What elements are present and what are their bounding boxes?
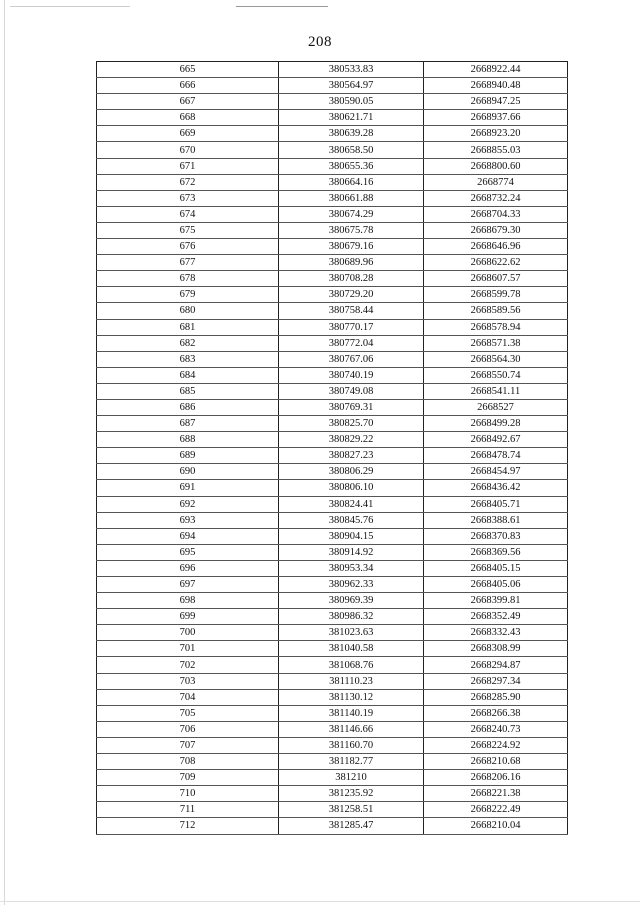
cell-x-coordinate: 380953.34 bbox=[279, 560, 424, 576]
scan-bottom-edge bbox=[0, 901, 640, 902]
cell-point-number: 702 bbox=[97, 657, 279, 673]
cell-y-coordinate: 2668732.24 bbox=[424, 190, 568, 206]
cell-point-number: 673 bbox=[97, 190, 279, 206]
table-row bbox=[97, 319, 568, 335]
cell-y-coordinate: 2668405.06 bbox=[424, 577, 568, 593]
cell-y-coordinate: 2668478.74 bbox=[424, 448, 568, 464]
cell-y-coordinate: 2668679.30 bbox=[424, 222, 568, 238]
cell-y-coordinate: 2668947.25 bbox=[424, 94, 568, 110]
scan-top-mark bbox=[10, 6, 130, 7]
cell-y-coordinate: 2668923.20 bbox=[424, 126, 568, 142]
cell-x-coordinate: 381040.58 bbox=[279, 641, 424, 657]
cell-x-coordinate: 381285.47 bbox=[279, 818, 424, 834]
cell-x-coordinate: 381235.92 bbox=[279, 786, 424, 802]
table-row bbox=[97, 416, 568, 432]
cell-x-coordinate: 380772.04 bbox=[279, 335, 424, 351]
cell-y-coordinate: 2668221.38 bbox=[424, 786, 568, 802]
cell-x-coordinate: 380590.05 bbox=[279, 94, 424, 110]
cell-x-coordinate: 380674.29 bbox=[279, 206, 424, 222]
cell-x-coordinate: 380675.78 bbox=[279, 222, 424, 238]
cell-point-number: 700 bbox=[97, 625, 279, 641]
cell-y-coordinate: 2668937.66 bbox=[424, 110, 568, 126]
cell-point-number: 698 bbox=[97, 593, 279, 609]
cell-x-coordinate: 380962.33 bbox=[279, 577, 424, 593]
cell-x-coordinate: 380914.92 bbox=[279, 544, 424, 560]
table-row bbox=[97, 206, 568, 222]
cell-x-coordinate: 380655.36 bbox=[279, 158, 424, 174]
cell-x-coordinate: 380827.23 bbox=[279, 448, 424, 464]
cell-x-coordinate: 380533.83 bbox=[279, 62, 424, 78]
cell-point-number: 695 bbox=[97, 544, 279, 560]
cell-y-coordinate: 2668210.68 bbox=[424, 754, 568, 770]
cell-y-coordinate: 2668224.92 bbox=[424, 737, 568, 753]
table-row bbox=[97, 432, 568, 448]
table-row bbox=[97, 94, 568, 110]
cell-y-coordinate: 2668240.73 bbox=[424, 721, 568, 737]
cell-point-number: 666 bbox=[97, 78, 279, 94]
cell-x-coordinate: 380689.96 bbox=[279, 255, 424, 271]
cell-point-number: 710 bbox=[97, 786, 279, 802]
cell-point-number: 711 bbox=[97, 802, 279, 818]
table-row bbox=[97, 818, 568, 834]
cell-point-number: 674 bbox=[97, 206, 279, 222]
cell-x-coordinate: 380658.50 bbox=[279, 142, 424, 158]
table-row bbox=[97, 110, 568, 126]
cell-point-number: 684 bbox=[97, 367, 279, 383]
cell-y-coordinate: 2668922.44 bbox=[424, 62, 568, 78]
table-row bbox=[97, 689, 568, 705]
cell-y-coordinate: 2668599.78 bbox=[424, 287, 568, 303]
cell-point-number: 709 bbox=[97, 770, 279, 786]
table-row bbox=[97, 399, 568, 415]
table-row bbox=[97, 62, 568, 78]
cell-y-coordinate: 2668564.30 bbox=[424, 351, 568, 367]
cell-x-coordinate: 381160.70 bbox=[279, 737, 424, 753]
cell-x-coordinate: 380767.06 bbox=[279, 351, 424, 367]
cell-point-number: 678 bbox=[97, 271, 279, 287]
cell-x-coordinate: 380904.15 bbox=[279, 528, 424, 544]
cell-y-coordinate: 2668405.71 bbox=[424, 496, 568, 512]
cell-x-coordinate: 381258.51 bbox=[279, 802, 424, 818]
cell-point-number: 669 bbox=[97, 126, 279, 142]
cell-point-number: 706 bbox=[97, 721, 279, 737]
cell-x-coordinate: 381182.77 bbox=[279, 754, 424, 770]
cell-point-number: 692 bbox=[97, 496, 279, 512]
cell-x-coordinate: 381110.23 bbox=[279, 673, 424, 689]
cell-y-coordinate: 2668206.16 bbox=[424, 770, 568, 786]
table-row bbox=[97, 126, 568, 142]
cell-y-coordinate: 2668578.94 bbox=[424, 319, 568, 335]
cell-y-coordinate: 2668405.15 bbox=[424, 560, 568, 576]
cell-y-coordinate: 2668704.33 bbox=[424, 206, 568, 222]
table-row bbox=[97, 754, 568, 770]
cell-point-number: 682 bbox=[97, 335, 279, 351]
table-row bbox=[97, 673, 568, 689]
cell-point-number: 667 bbox=[97, 94, 279, 110]
cell-point-number: 676 bbox=[97, 239, 279, 255]
cell-x-coordinate: 380621.71 bbox=[279, 110, 424, 126]
cell-y-coordinate: 2668222.49 bbox=[424, 802, 568, 818]
table-row bbox=[97, 351, 568, 367]
table-row bbox=[97, 560, 568, 576]
cell-x-coordinate: 381140.19 bbox=[279, 705, 424, 721]
cell-y-coordinate: 2668607.57 bbox=[424, 271, 568, 287]
table-row bbox=[97, 287, 568, 303]
cell-x-coordinate: 381146.66 bbox=[279, 721, 424, 737]
cell-y-coordinate: 2668308.99 bbox=[424, 641, 568, 657]
cell-point-number: 675 bbox=[97, 222, 279, 238]
cell-y-coordinate: 2668352.49 bbox=[424, 609, 568, 625]
table-row bbox=[97, 593, 568, 609]
cell-point-number: 687 bbox=[97, 416, 279, 432]
cell-x-coordinate: 380661.88 bbox=[279, 190, 424, 206]
cell-x-coordinate: 380824.41 bbox=[279, 496, 424, 512]
cell-x-coordinate: 380806.29 bbox=[279, 464, 424, 480]
table-row bbox=[97, 512, 568, 528]
cell-x-coordinate: 381068.76 bbox=[279, 657, 424, 673]
table-row bbox=[97, 737, 568, 753]
cell-x-coordinate: 380829.22 bbox=[279, 432, 424, 448]
table-row bbox=[97, 335, 568, 351]
cell-y-coordinate: 2668646.96 bbox=[424, 239, 568, 255]
cell-point-number: 697 bbox=[97, 577, 279, 593]
cell-point-number: 691 bbox=[97, 480, 279, 496]
cell-x-coordinate: 380825.70 bbox=[279, 416, 424, 432]
cell-x-coordinate: 380845.76 bbox=[279, 512, 424, 528]
cell-point-number: 704 bbox=[97, 689, 279, 705]
table-row bbox=[97, 544, 568, 560]
table-row bbox=[97, 367, 568, 383]
cell-point-number: 683 bbox=[97, 351, 279, 367]
table-row bbox=[97, 448, 568, 464]
cell-point-number: 681 bbox=[97, 319, 279, 335]
table-row bbox=[97, 255, 568, 271]
cell-y-coordinate: 2668541.11 bbox=[424, 383, 568, 399]
cell-y-coordinate: 2668297.34 bbox=[424, 673, 568, 689]
cell-x-coordinate: 380769.31 bbox=[279, 399, 424, 415]
cell-x-coordinate: 380564.97 bbox=[279, 78, 424, 94]
cell-x-coordinate: 380986.32 bbox=[279, 609, 424, 625]
cell-x-coordinate: 380679.16 bbox=[279, 239, 424, 255]
cell-point-number: 679 bbox=[97, 287, 279, 303]
cell-point-number: 668 bbox=[97, 110, 279, 126]
cell-y-coordinate: 2668294.87 bbox=[424, 657, 568, 673]
cell-x-coordinate: 380740.19 bbox=[279, 367, 424, 383]
table-row bbox=[97, 78, 568, 94]
cell-point-number: 712 bbox=[97, 818, 279, 834]
cell-y-coordinate: 2668855.03 bbox=[424, 142, 568, 158]
cell-x-coordinate: 380770.17 bbox=[279, 319, 424, 335]
cell-y-coordinate: 2668399.81 bbox=[424, 593, 568, 609]
cell-x-coordinate: 380729.20 bbox=[279, 287, 424, 303]
cell-point-number: 690 bbox=[97, 464, 279, 480]
cell-y-coordinate: 2668388.61 bbox=[424, 512, 568, 528]
table-row bbox=[97, 609, 568, 625]
cell-y-coordinate: 2668492.67 bbox=[424, 432, 568, 448]
page-number: 208 bbox=[308, 34, 332, 50]
cell-y-coordinate: 2668800.60 bbox=[424, 158, 568, 174]
cell-point-number: 689 bbox=[97, 448, 279, 464]
table-row bbox=[97, 239, 568, 255]
cell-y-coordinate: 2668369.56 bbox=[424, 544, 568, 560]
cell-y-coordinate: 2668210.04 bbox=[424, 818, 568, 834]
cell-point-number: 707 bbox=[97, 737, 279, 753]
cell-y-coordinate: 2668622.62 bbox=[424, 255, 568, 271]
table-row bbox=[97, 721, 568, 737]
cell-point-number: 696 bbox=[97, 560, 279, 576]
cell-x-coordinate: 380708.28 bbox=[279, 271, 424, 287]
cell-y-coordinate: 2668454.97 bbox=[424, 464, 568, 480]
cell-point-number: 699 bbox=[97, 609, 279, 625]
table-row bbox=[97, 222, 568, 238]
cell-point-number: 686 bbox=[97, 399, 279, 415]
cell-x-coordinate: 380806.10 bbox=[279, 480, 424, 496]
cell-point-number: 708 bbox=[97, 754, 279, 770]
table-row bbox=[97, 383, 568, 399]
cell-point-number: 677 bbox=[97, 255, 279, 271]
cell-x-coordinate: 380639.28 bbox=[279, 126, 424, 142]
scan-top-line bbox=[236, 6, 328, 7]
cell-x-coordinate: 380664.16 bbox=[279, 174, 424, 190]
table-row bbox=[97, 142, 568, 158]
table-row bbox=[97, 657, 568, 673]
cell-point-number: 672 bbox=[97, 174, 279, 190]
cell-x-coordinate: 381210 bbox=[279, 770, 424, 786]
table-row bbox=[97, 770, 568, 786]
cell-x-coordinate: 380749.08 bbox=[279, 383, 424, 399]
coordinate-table bbox=[96, 61, 568, 835]
cell-y-coordinate: 2668436.42 bbox=[424, 480, 568, 496]
cell-y-coordinate: 2668550.74 bbox=[424, 367, 568, 383]
cell-point-number: 705 bbox=[97, 705, 279, 721]
cell-point-number: 685 bbox=[97, 383, 279, 399]
cell-point-number: 703 bbox=[97, 673, 279, 689]
table-row bbox=[97, 641, 568, 657]
table-row bbox=[97, 464, 568, 480]
cell-x-coordinate: 380969.39 bbox=[279, 593, 424, 609]
cell-point-number: 680 bbox=[97, 303, 279, 319]
table-row bbox=[97, 625, 568, 641]
table-row bbox=[97, 496, 568, 512]
table-row bbox=[97, 271, 568, 287]
cell-point-number: 688 bbox=[97, 432, 279, 448]
table-row bbox=[97, 705, 568, 721]
table-row bbox=[97, 577, 568, 593]
cell-point-number: 665 bbox=[97, 62, 279, 78]
cell-point-number: 671 bbox=[97, 158, 279, 174]
cell-x-coordinate: 381023.63 bbox=[279, 625, 424, 641]
cell-y-coordinate: 2668527 bbox=[424, 399, 568, 415]
cell-y-coordinate: 2668571.38 bbox=[424, 335, 568, 351]
table-row bbox=[97, 190, 568, 206]
cell-y-coordinate: 2668940.48 bbox=[424, 78, 568, 94]
cell-y-coordinate: 2668499.28 bbox=[424, 416, 568, 432]
cell-x-coordinate: 381130.12 bbox=[279, 689, 424, 705]
cell-y-coordinate: 2668332.43 bbox=[424, 625, 568, 641]
table-row bbox=[97, 174, 568, 190]
cell-point-number: 693 bbox=[97, 512, 279, 528]
cell-y-coordinate: 2668370.83 bbox=[424, 528, 568, 544]
table-row bbox=[97, 303, 568, 319]
cell-y-coordinate: 2668285.90 bbox=[424, 689, 568, 705]
cell-x-coordinate: 380758.44 bbox=[279, 303, 424, 319]
cell-point-number: 670 bbox=[97, 142, 279, 158]
cell-y-coordinate: 2668589.56 bbox=[424, 303, 568, 319]
table-row bbox=[97, 480, 568, 496]
coordinate-table-body bbox=[97, 62, 568, 835]
table-row bbox=[97, 786, 568, 802]
table-row bbox=[97, 528, 568, 544]
cell-y-coordinate: 2668774 bbox=[424, 174, 568, 190]
cell-y-coordinate: 2668266.38 bbox=[424, 705, 568, 721]
cell-point-number: 694 bbox=[97, 528, 279, 544]
table-row bbox=[97, 802, 568, 818]
scan-left-edge bbox=[4, 0, 5, 905]
cell-point-number: 701 bbox=[97, 641, 279, 657]
table-row bbox=[97, 158, 568, 174]
